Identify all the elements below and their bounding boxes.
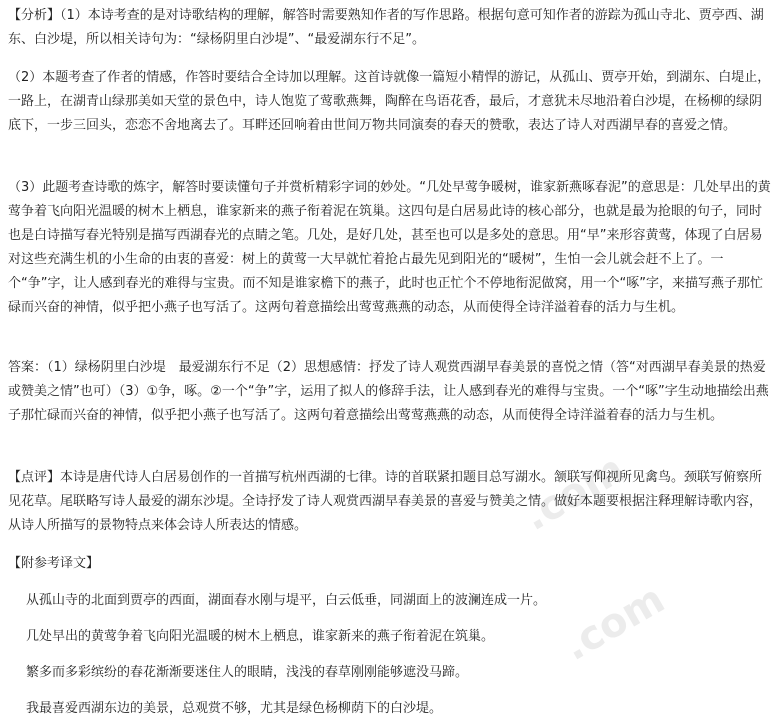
watermark: .com (515, 446, 633, 540)
analysis-part-2: （2）本题考查了作者的情感，作答时要结合全诗加以理解。这首诗就像一篇短小精悍的游记，从孤山、贾亭开始，到湖东、白堤止，一路上，在湖青山绿那美如天堂的景色中，诗人饱览了莺歌燕舞，陶醉在鸟语花香，最后，才意犹未尽地沿着白沙堤，在杨柳的绿阴底下，一步三回头，恋恋不舍地离去了。耳畔还回响着由世间万物共同演奏的春天的赞歌，表达了诗人对西湖早春的喜爱之情。 (8, 70, 771, 133)
analysis-part-1: 【分析】（1）本诗考查的是对诗歌结构的理解，解答时需要熟知作者的写作思路。根据句意可知作者的游踪为孤山寺北、贾亭西、湖东、白沙堤，所以相关诗句为：“绿杨阴里白沙堤”、“最爱湖东行不足”。 (8, 8, 764, 47)
translation-line: 我最喜爱西湖东边的美景，总观赏不够，尤其是绿色杨柳荫下的白沙堤。 (26, 701, 443, 716)
review-paragraph: 【点评】本诗是唐代诗人白居易创作的一首描写杭州西湖的七律。诗的首联紧扣题目总写湖水。颔联写仰视所见禽鸟。颈联写俯察所见花草。尾联略写诗人最爱的湖东沙堤。全诗抒发了诗人观赏西湖早春美景的喜爱与赞美之情。做好本题要根据注释理解诗歌内容，从诗人所描写的景物特点来体会诗人所表达的情感。 (8, 470, 763, 533)
answer-paragraph: 答案：（1）绿杨阴里白沙堤 最爱湖东行不足（2）思想感情：抒发了诗人观赏西湖早春美景的喜悦之情（答“对西湖早春美景的热爱或赞美之情”也可）（3）①争，啄。②一个“争”字，运用了拟人的修辞手法，让人感到春光的难得与宝贵。一个“啄”字生动地描绘出燕子那忙碌而兴奋的神情，似乎把小燕子也写活了。这两句着意描绘出莺莺燕燕的动态，从而使得全诗洋溢着春的活力与生机。 (8, 360, 769, 423)
translation-line: 繁多而多彩缤纷的春花渐渐要迷住人的眼睛，浅浅的春草刚刚能够遮没马蹄。 (26, 665, 469, 680)
translation-line: 从孤山寺的北面到贾亭的西面，湖面春水刚与堤平，白云低垂，同湖面上的波澜连成一片。 (26, 593, 547, 608)
translation-line: 几处早出的黄莺争着飞向阳光温暖的树木上栖息，谁家新来的燕子衔着泥在筑巢。 (26, 629, 495, 644)
translation-heading: 【附参考译文】 (8, 556, 100, 571)
analysis-part-3: （3）此题考查诗歌的炼字，解答时要读懂句子并赏析精彩字词的妙处。“几处早莺争暖树，谁家新燕啄春泥”的意思是：几处早出的黄莺争着飞向阳光温暖的树木上栖息，谁家新来的燕子衔着泥在筑巢。这四句是白居易此诗的核心部分，也就是最为抢眼的句子，同时也是白诗描写春光特别是描写西湖春光的点睛之笔。几处，是好几处，甚至也可以是多处的意思。用“早”来形容黄莺，体现了白居易对这些充满生机的小生命的由衷的喜爱：树上的黄莺一大早就忙着抢占最先见到阳光的“暖树”，生怕一会儿就会赶不上了。一个“争”字，让人感到春光的难得与宝贵。而不知是谁家檐下的燕子，此时也正忙个不停地衔泥做窝，用一个“啄”字，来描写燕子那忙碌而兴奋的神情，似乎把小燕子也写活了。这两句着意描绘出莺莺燕燕的动态，从而使得全诗洋溢着春的活力与生机。 (8, 180, 771, 315)
watermark: .com (555, 576, 673, 670)
